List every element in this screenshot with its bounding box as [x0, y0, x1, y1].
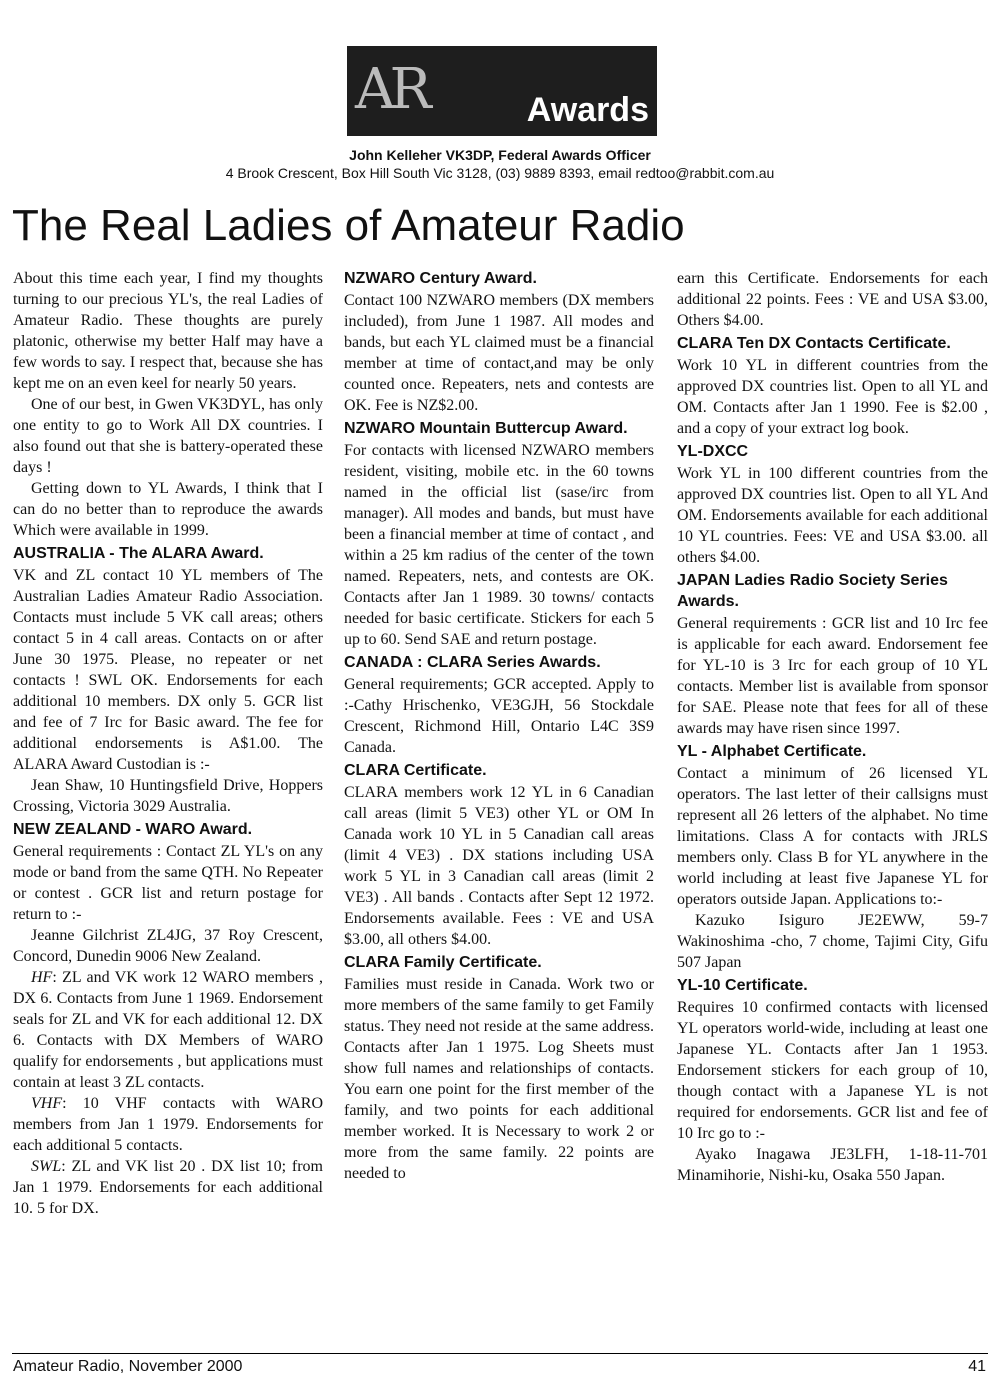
ar-logo-letters: AR: [355, 57, 426, 122]
new-zealand-paragraph: General requirements : Contact ZL YL's on any mode or band from the same QTH. No Repeater or contest . GCR list and return postage for return to :-: [13, 843, 323, 923]
swl-text: : ZL and VK list 20 . DX list 10; from Jan 1 1979. Endorsements for each additional 10. 5 for DX.: [13, 1158, 323, 1217]
yl-dxcc-heading: YL-DXCC: [677, 443, 749, 460]
canada-heading: CANADA : CLARA Series Awards.: [344, 654, 601, 671]
vhf-paragraph: [13, 1093, 323, 1156]
ten-dx-paragraph: Work 10 YL in different countries from the approved DX countries list. Open to all YL and OM. Contacts after Jan 1 1990. Fee is $2.00 , and a copy of your extract log book.: [677, 357, 988, 437]
new-zealand-heading: NEW ZEALAND - WARO Award.: [13, 821, 253, 838]
hf-paragraph: [13, 967, 323, 1093]
publication-footer: Amateur Radio, November 2000: [13, 1358, 243, 1375]
awards-logo-text: Awards: [526, 91, 649, 129]
footer-rule: [12, 1353, 988, 1354]
japan-heading: JAPAN Ladies Radio Society Series Awards.: [677, 572, 948, 610]
clara-certificate-heading: CLARA Certificate.: [344, 762, 487, 779]
century-award-heading: NZWARO Century Award.: [344, 270, 537, 287]
awards-logo: [347, 46, 657, 136]
ten-dx-heading: CLARA Ten DX Contacts Certificate.: [677, 335, 951, 352]
column-3: [677, 268, 988, 1186]
new-zealand-address: Jeanne Gilchrist ZL4JG, 37 Roy Crescent, Concord, Dunedin 9006 New Zealand.: [13, 927, 323, 965]
address-line: 4 Brook Crescent, Box Hill South Vic 3128, (03) 9889 8393, email redtoo@rabbit.com.au: [225, 165, 775, 181]
hf-text: : ZL and VK work 12 WARO members , DX 6. Contacts from June 1 1969. Endorsement seals for ZL and VK for each additional 12. DX 6. Contacts with DX Members of WARO qualify for endorsements , but applications must contain at least 3 ZL contacts.: [13, 969, 323, 1091]
clara-certificate-paragraph: CLARA members work 12 YL in 6 Canadian call areas (limit 5 VE3) other YL or OM In Canada work 10 YL in 5 Canadian call areas (limit 4 VE3) . DX stations including USA work 5 YL in 3 Canadian call areas (limit 2 VE3) . All bands . Contacts after Sept 12 1972. Endorsements available. Fees : VE and USA $3.00, all others $4.00.: [344, 784, 654, 948]
japan-paragraph: General requirements : GCR list and 10 Irc fee is applicable for each award. Endorsement fee for YL-10 is 3 Irc for each group of 10 YL contacts. Member list is available from sponsor for SAE. Please note that fees for all of these awards may have risen since 1997.: [677, 615, 988, 737]
clara-family-heading: CLARA Family Certificate.: [344, 954, 542, 971]
article-title: The Real Ladies of Amateur Radio: [12, 201, 685, 250]
page-number: 41: [968, 1358, 986, 1375]
swl-label: SWL: [31, 1158, 62, 1175]
hf-label: HF: [31, 969, 53, 986]
australia-paragraph: VK and ZL contact 10 YL members of The Australian Ladies Amateur Radio Association. Contacts must include 5 VK call areas; others contact 5 in 4 call areas. Contacts on or after June 30 1975. Please, no repeater or net contacts ! SWL OK. Endorsements for each additional 10 members. DX only 5. GCR list and fee of 7 Irc for Basic award. The fee for additional endorsements is A$1.00. The ALARA Award Custodian is :-: [13, 567, 323, 773]
century-award-paragraph: Contact 100 NZWARO members (DX members included), from June 1 1987. All modes and bands, but each YL claimed must be a financial member at time of contact,and may be only counted once. Repeaters, nets and contests are OK. Fee is NZ$2.00.: [344, 292, 654, 414]
yl10-address: Ayako Inagawa JE3LFH, 1-18-11-701 Minamihorie, Nishi-ku, Osaka 550 Japan.: [677, 1146, 988, 1184]
yl10-paragraph: Requires 10 confirmed contacts with licensed YL operators world-wide, including at least one Japanese YL. Contacts after Jan 1 1953. Endorsement stickers for each group of 10, though contact with a Japanese YL is not required for endorsements. GCR list and fee of 10 Irc go to :-: [677, 999, 988, 1142]
clara-family-paragraph: Families must reside in Canada. Work two or more members of the same family to get Family status. They need not reside at the same address. Contacts after Jan 1 1975. Log Sheets must show full names and relationships of contacts. You earn one point for the first member of the family, and two points for each additional member worked. It is Necessary to work 2 or more from the same family. 22 points are needed to: [344, 976, 654, 1182]
intro-paragraph-1: About this time each year, I find my thoughts turning to our precious YL's, the real Ladies of Amateur Radio. These thoughts are purely platonic, otherwise my better Half may have a few words to say. I respect that, because she has kept me on an even keel for nearly 50 years.: [13, 270, 323, 392]
column-1: [13, 268, 323, 1219]
buttercup-award-heading: NZWARO Mountain Buttercup Award.: [344, 420, 628, 437]
intro-paragraph-2: One of our best, in Gwen VK3DYL, has only one entity to go to Work All DX countries. I also found out that she is battery-operated these days !: [13, 396, 323, 476]
australia-address: Jean Shaw, 10 Huntingsfield Drive, Hoppers Crossing, Victoria 3029 Australia.: [13, 777, 323, 815]
yl10-heading: YL-10 Certificate.: [677, 977, 808, 994]
canada-paragraph: General requirements; GCR accepted. Apply to :-Cathy Hrischenko, VE3GJH, 56 Stockdale Crescent, Richmond Hill, Ontario L4C 3S9 Canada.: [344, 676, 654, 756]
family-continued-paragraph: earn this Certificate. Endorsements for each additional 22 points. Fees : VE and USA $3.00, Others $4.00.: [677, 270, 988, 329]
column-2: [344, 268, 654, 1184]
alphabet-heading: YL - Alphabet Certificate.: [677, 743, 867, 760]
alphabet-paragraph: Contact a minimum of 26 licensed YL operators. The last letter of their callsigns must represent all 26 letters of the alphabet. No time limitations. Class A for contacts with JRLS members only. Class B for YL anywhere in the world including at least five Japanese YL for operators outside Japan. Applications to:-: [677, 765, 988, 908]
vhf-text: : 10 VHF contacts with WARO members from Jan 1 1979. Endorsements for each additional 5 contacts.: [13, 1095, 323, 1154]
australia-heading: AUSTRALIA - The ALARA Award.: [13, 545, 264, 562]
officer-line: John Kelleher VK3DP, Federal Awards Officer: [349, 147, 651, 163]
alphabet-address: Kazuko Isiguro JE2EWW, 59-7 Wakinoshima -cho, 7 chome, Tajimi City, Gifu 507 Japan: [677, 912, 988, 971]
yl-dxcc-paragraph: Work YL in 100 different countries from the approved DX countries list. Open to all YL And OM. Endorsements available for each additional 10 YL countries. Fees: VE and USA $3.00. all others $4.00.: [677, 465, 988, 566]
vhf-label: VHF: [31, 1095, 63, 1112]
swl-paragraph: [13, 1156, 323, 1219]
buttercup-award-paragraph: For contacts with licensed NZWARO members resident, visiting, mobile etc. in the 60 towns named in the official list (sase/irc from manager). All modes and bands, but must have been a financial member at time of contact , and within a 25 km radius of the center of the town named. Repeaters, nets, and contests are OK. Contacts after Jan 1 1989. 30 towns/ contacts needed for basic certificate. Stickers for each 5 up to 60. Send SAE and return postage.: [344, 442, 654, 648]
intro-paragraph-3: Getting down to YL Awards, I think that I can do no better than to reproduce the awards Which were available in 1999.: [13, 480, 323, 539]
